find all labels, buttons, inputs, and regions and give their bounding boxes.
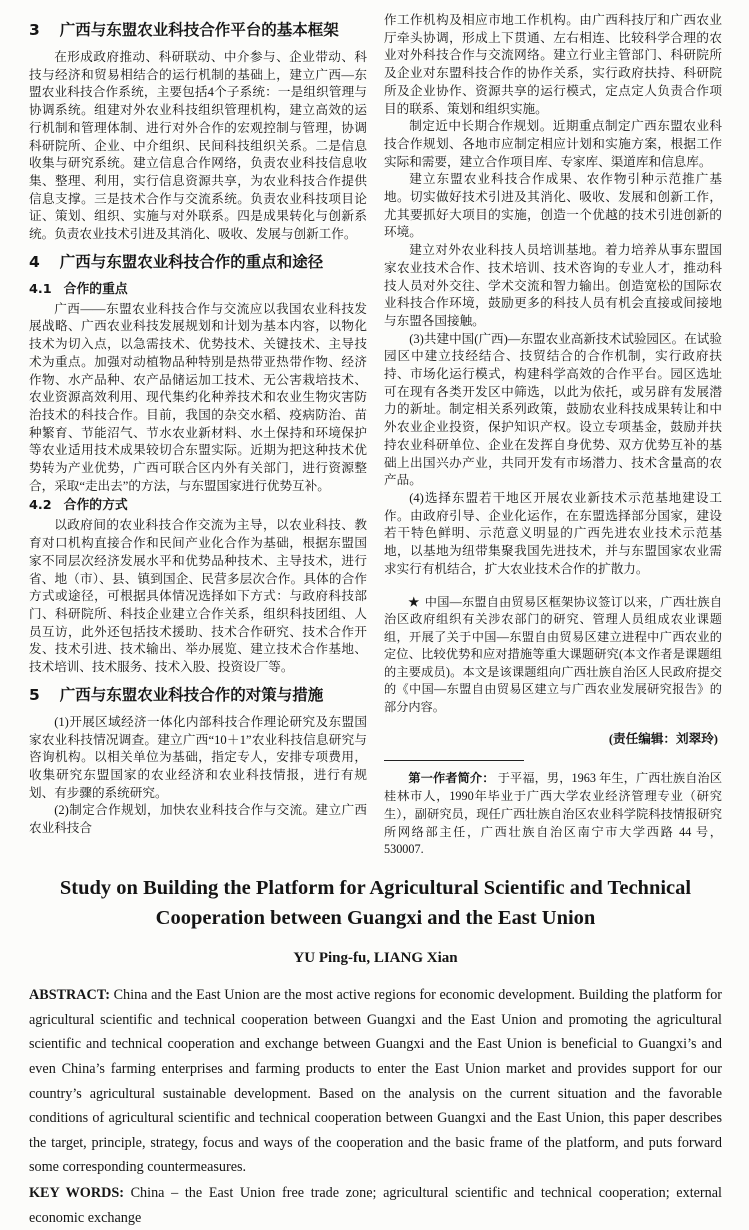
first-author-bio [384,770,722,859]
subsection-4-2-title: 合作的方式 [63,498,128,514]
subsection-4-2-paragraph: 以政府间的农业科技合作交流为主导，以农业科技、教育对口机构直接合作和民间产业化合作为基础，根据东盟国家不同层次经济发展水平和优势品种技术、主导技术，进行省、地（市）、县、镇到国企、民营多层次合作。具体的合作方式或途径，可根据具体情况选择如下方式：与政府科技部门、科研院所、科技企业建立合作关系，组织科技团组、人员互访，此外还包括技术援助、技术合作研究、技术合作开发、技术引进、技术输出、举办展览、建立技术合作基地、技术培训、技术服务、技术入股、投资设厂等。 [29,518,367,675]
english-title-line1: Study on Building the Platform for Agricultural Scientific and Technical [59,877,692,900]
right-paragraph-training-base: 建立对外农业科技人员培训基地。着力培养从事东盟国家农业技术合作、技术培训、技术咨询的专业人才，推动科技人员对外交往、学术交流和智力输出。创造宽松的国际农业科技合作环境，鼓励更多的科技人员有机会直接或间接地与东盟各国接触。 [384,243,722,328]
right-paragraph-continuation: 作工作机构及相应市地工作机构。由广西科技厅和广西农业厅牵头协调，形成上下贯通、左右相连、比较科学合理的农业对外科技合作与交流网络。建立行业主管部门、科研院所及企业对东盟科技合作的协作关系，实行政府扶持、科研院所及企业协作、资源共享的运行模式，定点定人负责合作项目的联系、策划和组织实施。 [384,13,722,116]
english-title-line2: Cooperation between Guangxi and the East Union [155,907,596,930]
right-column [384,12,722,859]
section-3-title: 广西与东盟农业科技合作平台的基本框架 [59,21,339,39]
subsection-4-1-paragraph: 广西——东盟农业科技合作与交流应以我国农业科技发展战略、广西农业科技发展规划和计划为基本内容，以物化技术为切入点，以急需技术、优势技术、关键技术、主导技术为重点。加强对动植物品种特别是热带亚热带作物、经济作物、水产品种、农产品储运加工技术、无公害栽培技术、农业资源高效利用、现代集约化种养技术和农业生物灾害防治技术的科技合作。目前，我国的杂交水稻、疫病防治、苗种繁育、节能沼气、节水农业新材料、水土保持和环境保护等农业适用技术成果较切合东盟实际。近期为把这种技术优势转为产业优势，广西可联合区内外有关部门，进行资源整合，采取“走出去”的方法，与东盟国家进行优势互补。 [29,301,367,493]
english-section [29,873,722,1230]
section-4-heading [29,252,367,272]
section-4-title: 广西与东盟农业科技合作的重点和途径 [59,252,324,271]
first-author-bio-label: 第一作者简介： [408,771,495,786]
right-paragraph-planning: 制定近中长期合作规划。近期重点制定广西东盟农业科技合作规划、各地市应制定相应计划和实施方案，根据工作实际和需要，建立合作项目库、专家库、渠道库和信息库。 [384,119,722,169]
subsection-4-1-heading [29,281,367,299]
star-footnote [384,594,722,717]
english-authors: YU Ping-fu, LIANG Xian [293,950,458,967]
first-author-bio-text: 于平福，男，1963 年生，广西壮族自治区桂林市人，1990年毕业于广西大学农业经济管理专业（研究生），副研究员，现任广西壮族自治区农业科学院科技情报研究所网络部主任，广西壮族自治区南宁市大学西路 44 号，530007. [384,771,723,857]
section-5-heading [29,685,367,705]
subsection-4-2-number: 4.2 [29,498,52,514]
keywords-paragraph [29,1181,722,1230]
subsection-4-2-heading [29,497,367,515]
abstract-paragraph [29,983,722,1180]
right-paragraph-item-3: (3)共建中国(广西)—东盟农业高新技术试验园区。在试验园区中建立技经结合、技贸结合的合作机制，实行政府扶持、市场化运行模式，构建科学高效的合作平台。园区选址可在现有各类开发区中筛选，以此为依托，或另辟有发展潜力的新址。制定相关系列政策，鼓励农业科技成果转让和中外农业企业投资，保护知识产权。设立专项基金，鼓励并扶持农业科研单位、企业在发挥自身优势、双方优势互补的基础上出国兴办产业，共同开发有市场潜力、技术含量高的农产品。 [384,331,722,488]
english-title [35,873,716,933]
subsection-4-1-title: 合作的重点 [63,281,128,297]
left-column [29,12,367,859]
right-paragraph-demo-base: 建立东盟农业科技合作成果、农作物引种示范推广基地。切实做好技术引进及其消化、吸收、发展和创新工作，尤其要抓好大项目的实施，创造一个优越的技术引进创新的环境。 [384,172,722,240]
section-5-paragraph-2: (2)制定合作规划，加快农业科技合作与交流。建立广西农业科技合 [29,803,367,836]
abstract-label: ABSTRACT: [29,987,110,1004]
right-paragraph-item-4: (4)选择东盟若干地区开展农业新技术示范基地建设工作。由政府引导、企业化运作，在东盟选择部分国家，建设若干特色鲜明、示范意义明显的广西先进农业技术示范基地，以基地为纽带集聚我国先进技术，并与东盟国家农业需求实行有机结合，扩大农业技术合作的扩散力。 [384,490,722,576]
section-5-number: 5 [29,685,40,704]
section-4-number: 4 [29,252,40,271]
abstract-text: China and the East Union are the most active regions for economic development. Building the platform for agricultural scientific and technical cooperation between Guangxi and the East Union and promoting the agricultural scientific and technical cooperation and exchange between Guangxi and the East Union is beneficial to Guangxi’s and even China’s farming enterprises and farming products to enter the East Union market and provides support for our country’s agricultural sustainable development. Based on the analysis on the current situation and the favorable conditions of agricultural scientific and technical cooperation between Guangxi and the East Union, this paper describes the target, principle, strategy, focus and ways of the cooperation and the basic frame of the platform, and puts forward some corresponding countermeasures. [29,987,723,1176]
keywords-text: China – the East Union free trade zone; agricultural scientific and technical cooperation; external economic exchange [29,1184,722,1226]
responsible-editor-line: (责任编辑：刘翠玲) [608,732,718,747]
section-5-title: 广西与东盟农业科技合作的对策与措施 [59,685,324,704]
section-3-number: 3 [29,21,40,39]
subsection-4-1-number: 4.1 [29,281,52,297]
star-icon: ★ [408,594,420,609]
keywords-label: KEY WORDS: [29,1184,124,1201]
chinese-two-column-section [29,12,722,859]
author-bio-divider [384,760,524,761]
section-3-heading [29,20,367,40]
section-5-paragraph-1: (1)开展区域经济一体化内部科技合作理论研究及东盟国家农业科技情况调查。建立广西“10＋1”农业科技信息研究与咨询机构。以相关单位为基础，指定专人，安排专项费用，收集研究东盟国家的农业经济和农业科技情报，进行有规划、有步骤的系统研究。 [29,714,367,800]
section-3-paragraph: 在形成政府推动、科研联动、中介参与、企业带动、科技与经济和贸易相结合的运行机制的基础上，建立广西—东盟农业科技合作系统，主要包括4个子系统：一是组织管理与协调系统。组建对外农业科技组织管理机构，建立高效的运行机制和管理体制、进行对外合作的宏观控制与管理，协调科研院所、企业、中介组织、民间科技组织关系。二是信息收集与研究系统。建立信息合作网络，负责农业科技信息收集、整理、利用，实行信息资源共享，为农业科技合作提供信息支撑。三是技术合作与交流系统。负责农业科技项目论证、策划、组织、实施与对外联系。四是成果转化与创新系统。负责农业技术引进及其消化、吸收、发展与创新工作。 [29,50,367,242]
star-footnote-text: 中国—东盟自由贸易区框架协议签订以来，广西壮族自治区政府组织有关涉农部门的研究、管理人员组成农业课题组，开展了关于中国—东盟自由贸易区建立进程中广西农业的定位、比较优势和应对措施等重大课题研究(本文作者是课题组的主要成员)。本文是该课题组向广西壮族自治区人民政府提交的《中国—东盟自由贸易区建立与广西农业发展研究报告》的部分内容。 [384,594,723,714]
